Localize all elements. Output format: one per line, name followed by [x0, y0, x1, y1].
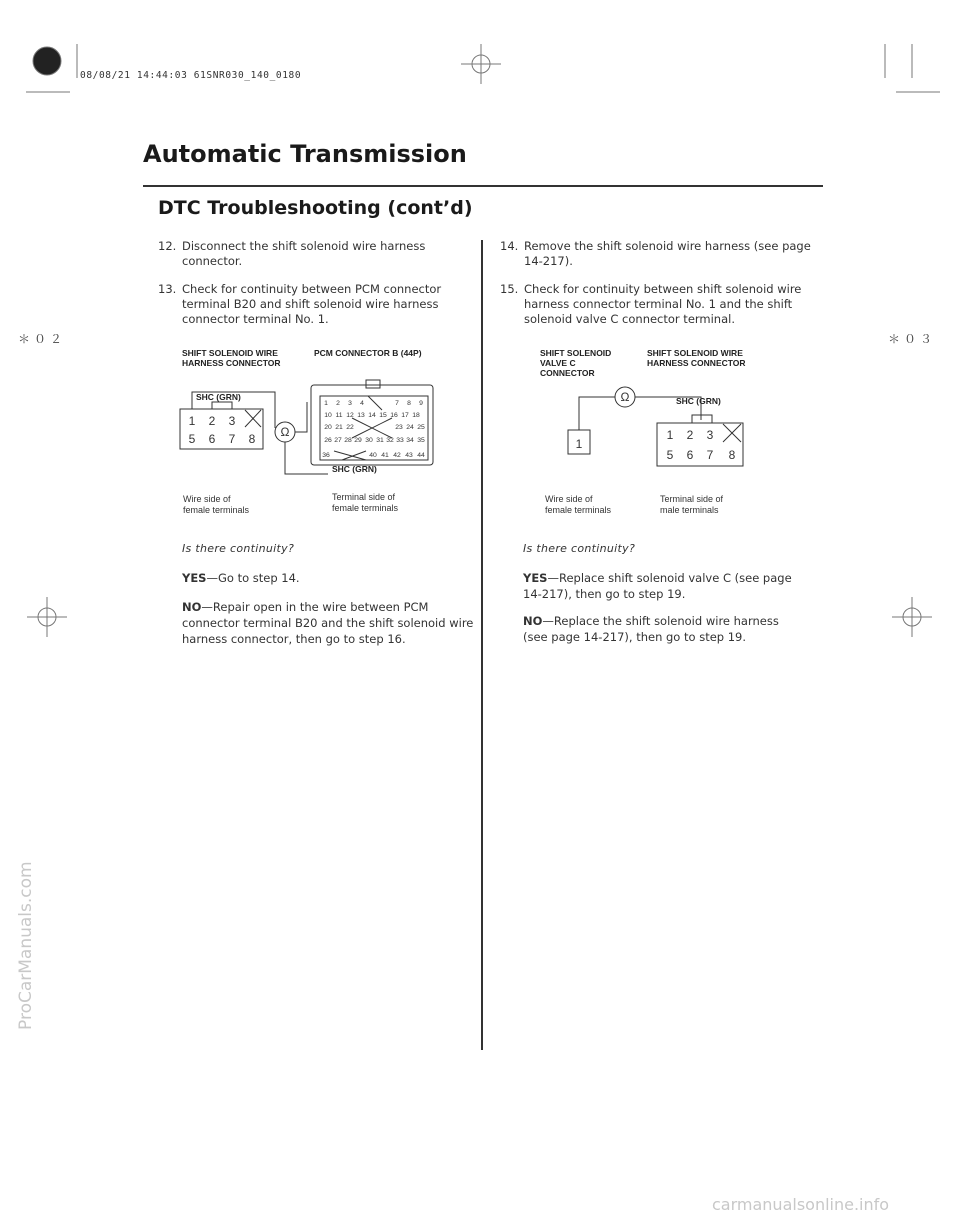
label-valve-2: VALVE C [540, 358, 576, 368]
svg-text:44: 44 [417, 452, 425, 459]
step-text: Check for continuity between PCM connector terminal B20 and shift solenoid wire harness connector terminal No. 1. [182, 282, 442, 326]
step-number: 12. [158, 239, 177, 253]
svg-text:2: 2 [686, 428, 694, 442]
svg-text:12: 12 [346, 412, 354, 419]
label-valve-3: CONNECTOR [540, 368, 595, 378]
svg-text:1: 1 [324, 400, 328, 407]
svg-text:2: 2 [336, 400, 340, 407]
svg-text:15: 15 [379, 412, 387, 419]
yes-label: YES [523, 571, 548, 585]
label-harness-2: HARNESS CONNECTOR [647, 358, 746, 368]
yes-text: Replace shift solenoid valve C (see page 14-217), then go to step 19. [523, 571, 792, 601]
svg-text:13: 13 [357, 412, 365, 419]
svg-text:3: 3 [706, 428, 714, 442]
svg-text:7: 7 [395, 400, 399, 407]
svg-text:31: 31 [376, 437, 384, 444]
print-stamp: 08/08/21 14:44:03 61SNR030_140_0180 [80, 70, 302, 81]
step-text: Remove the shift solenoid wire harness (see page 14-217). [524, 239, 811, 268]
answer-no-right: NO—Replace the shift solenoid wire harness (see page 14-217), then go to step 19. [523, 614, 779, 644]
svg-text:34: 34 [406, 437, 414, 444]
svg-text:26: 26 [324, 437, 332, 444]
svg-text:7: 7 [706, 448, 714, 462]
step-13 [158, 282, 478, 330]
svg-text:11: 11 [335, 412, 343, 419]
svg-text:29: 29 [354, 437, 362, 444]
step-text: Check for continuity between shift solenoid wire harness connector terminal No. 1 and the shift solenoid valve C connector terminal. [524, 282, 802, 326]
svg-text:6: 6 [686, 448, 694, 462]
yes-label: YES [182, 571, 207, 585]
answer-yes-left: YES—Go to step 14. [182, 571, 300, 585]
brand-watermark-bottom: carmanualsonline.info [712, 1195, 890, 1214]
diagram-valve-harness [530, 340, 790, 525]
side-mark-left: ＊０２ [18, 332, 67, 346]
harness-pin-3: 3 [228, 414, 236, 428]
svg-text:female terminals: female terminals [545, 505, 612, 515]
svg-text:41: 41 [381, 452, 389, 459]
svg-text:23: 23 [395, 424, 403, 431]
label-shc-top: SHC (GRN) [196, 392, 241, 402]
question-left: Is there continuity? [182, 542, 295, 555]
svg-text:35: 35 [417, 437, 425, 444]
harness-connector-lock [212, 402, 232, 409]
svg-text:3: 3 [348, 400, 352, 407]
ohm-symbol: Ω [280, 425, 290, 439]
step-15 [500, 282, 820, 330]
svg-text:33: 33 [396, 437, 404, 444]
caption-wire-side-2: female terminals [183, 505, 250, 515]
registration-mark-icon [33, 47, 61, 75]
harness-pin-6: 6 [208, 432, 216, 446]
side-mark-right: ＊０３ [888, 332, 937, 346]
caption-terminal-side-1: Terminal side of [332, 492, 396, 502]
svg-text:14: 14 [368, 412, 376, 419]
svg-text:Terminal side of: Terminal side of [660, 494, 724, 504]
svg-text:24: 24 [406, 424, 414, 431]
svg-text:25: 25 [417, 424, 425, 431]
answer-yes-right: YES—Replace shift solenoid valve C (see page 14-217), then go to step 19. [523, 571, 792, 601]
harness-pin-5: 5 [188, 432, 196, 446]
brand-watermark-side: ProCarManuals.com [16, 861, 36, 1030]
answer-no-left: NO—Repair open in the wire between PCM connector terminal B20 and the shift solenoid wire harness connector, then go to step 16. [182, 600, 474, 646]
harness-pin-7: 7 [228, 432, 236, 446]
svg-text:5: 5 [666, 448, 674, 462]
svg-text:20: 20 [324, 424, 332, 431]
step-number: 15. [500, 282, 519, 296]
page-subtitle: DTC Troubleshooting (cont’d) [158, 197, 473, 219]
svg-text:18: 18 [412, 412, 420, 419]
svg-text:30: 30 [365, 437, 373, 444]
label-pcm-connector: PCM CONNECTOR B (44P) [314, 348, 422, 358]
svg-text:28: 28 [344, 437, 352, 444]
title-rule [143, 185, 823, 187]
step-14 [500, 239, 820, 271]
svg-text:22: 22 [346, 424, 354, 431]
caption-wire-side-1: Wire side of [183, 494, 231, 504]
svg-text:10: 10 [324, 412, 332, 419]
svg-text:Wire side of: Wire side of [545, 494, 593, 504]
caption-terminal-side-2: female terminals [332, 503, 399, 513]
svg-text:4: 4 [360, 400, 364, 407]
svg-text:36: 36 [322, 452, 330, 459]
step-number: 14. [500, 239, 519, 253]
question-right: Is there continuity? [523, 542, 636, 555]
no-text: Repair open in the wire between PCM connector terminal B20 and the shift solenoid wire harness connector, then go to step 16. [182, 600, 474, 646]
no-label: NO [182, 600, 202, 614]
page-title: Automatic Transmission [143, 140, 467, 168]
svg-text:17: 17 [401, 412, 409, 419]
svg-text:32: 32 [386, 437, 394, 444]
pcm-connector-lock [366, 380, 380, 388]
valve-pin-1: 1 [575, 437, 583, 451]
diagram-pcm-harness [170, 340, 470, 525]
no-text: Replace the shift solenoid wire harness (see page 14-217), then go to step 19. [523, 614, 779, 644]
ohm-symbol: Ω [620, 390, 630, 404]
svg-text:42: 42 [393, 452, 401, 459]
harness-pin-1: 1 [188, 414, 196, 428]
svg-text:16: 16 [390, 412, 398, 419]
svg-text:1: 1 [666, 428, 674, 442]
svg-text:9: 9 [419, 400, 423, 407]
step-text: Disconnect the shift solenoid wire harness connector. [182, 239, 426, 268]
no-label: NO [523, 614, 543, 628]
svg-text:8: 8 [728, 448, 736, 462]
label-harness-1: SHIFT SOLENOID WIRE [647, 348, 743, 358]
svg-text:21: 21 [335, 424, 343, 431]
label-harness-connector-2: HARNESS CONNECTOR [182, 358, 281, 368]
column-divider [481, 240, 483, 1050]
label-shc-bottom: SHC (GRN) [332, 464, 377, 474]
svg-text:male terminals: male terminals [660, 505, 719, 515]
svg-text:40: 40 [369, 452, 377, 459]
label-valve-1: SHIFT SOLENOID [540, 348, 612, 358]
svg-text:43: 43 [405, 452, 413, 459]
harness-connector-lock [692, 415, 712, 423]
harness-pin-2: 2 [208, 414, 216, 428]
step-number: 13. [158, 282, 177, 296]
yes-text: Go to step 14. [217, 571, 300, 585]
svg-text:27: 27 [334, 437, 342, 444]
harness-pin-8: 8 [248, 432, 256, 446]
label-shc: SHC (GRN) [676, 396, 721, 406]
svg-text:8: 8 [407, 400, 411, 407]
label-harness-connector-1: SHIFT SOLENOID WIRE [182, 348, 278, 358]
step-12 [158, 239, 478, 271]
